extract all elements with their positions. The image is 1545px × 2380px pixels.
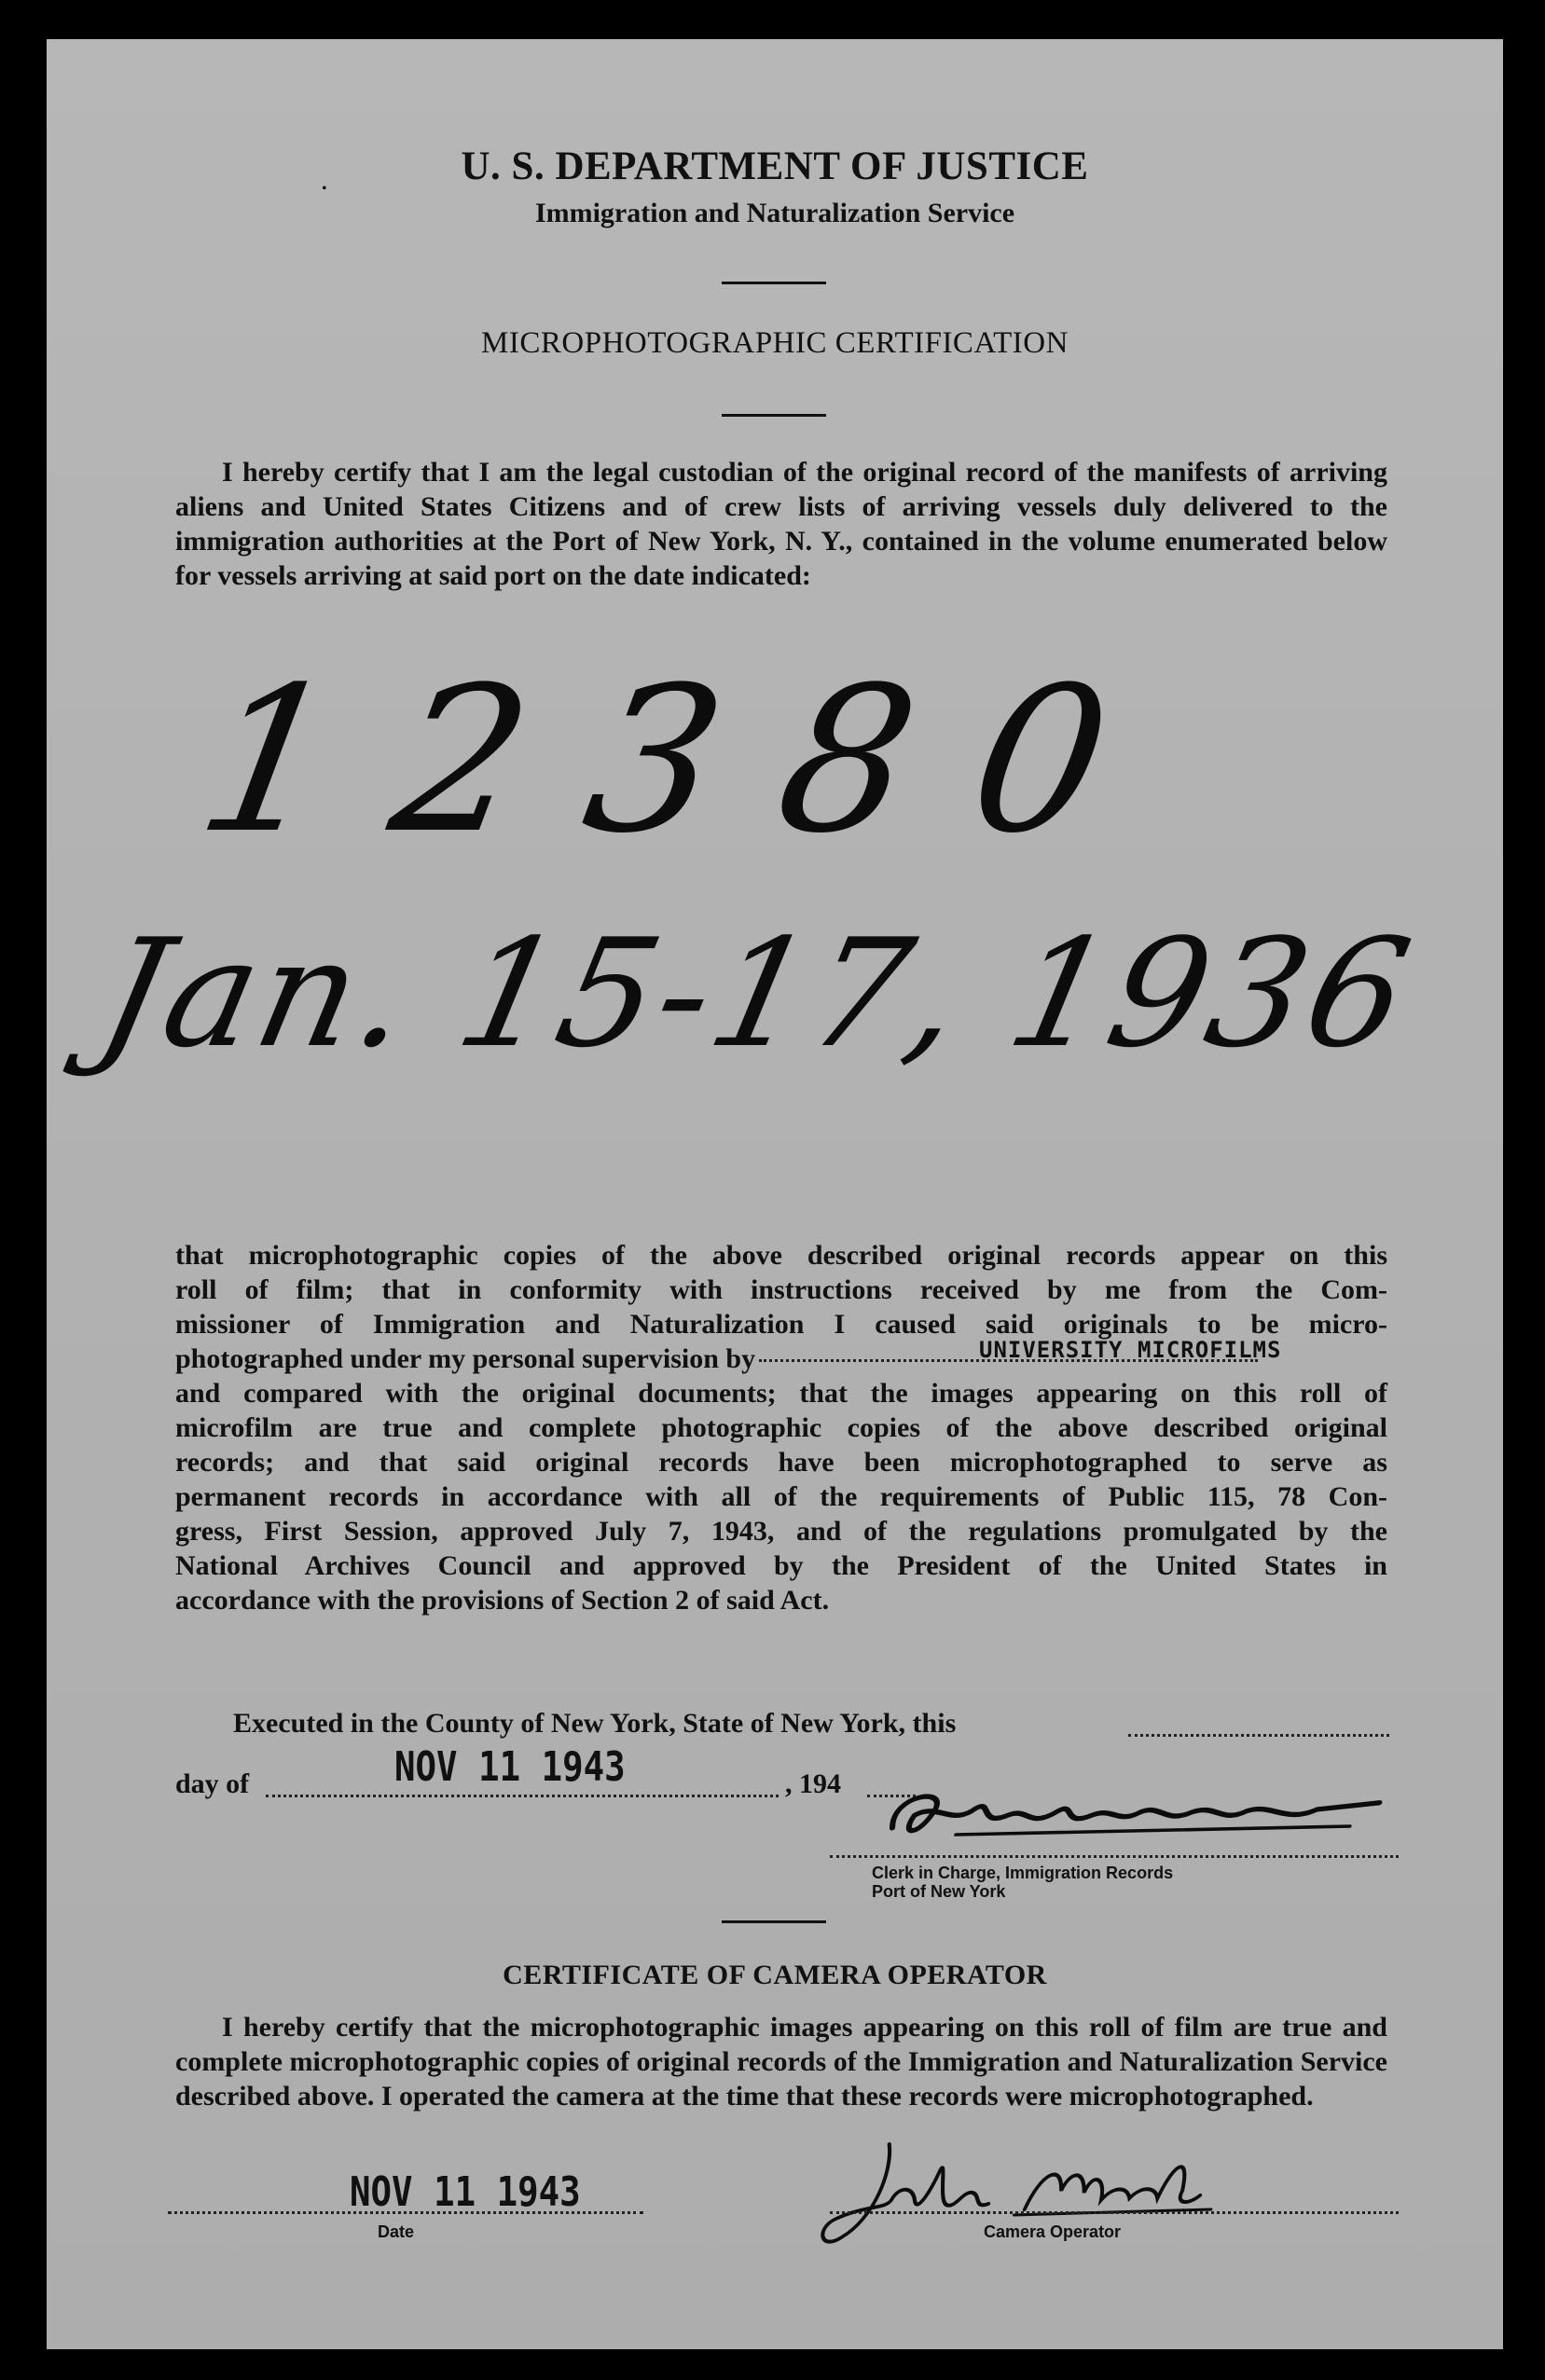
camera-certificate-text: I hereby certify that the microphotographic images appearing on this roll of film are true and complete microphotographic copies of original records of the Immigration and Naturalization Service described above. I operated the camera at the time that these records were microphotographed. (175, 2012, 1387, 2112)
executed-statement: Executed in the County of New York, State of New York, this (233, 1708, 957, 1739)
operator-signature-line (830, 2211, 1399, 2214)
year-suffix: , 194 (785, 1768, 841, 1799)
certification-title: MICROPHOTOGRAPHIC CERTIFICATION (481, 326, 1069, 360)
operator-signature (806, 2135, 1302, 2274)
clerk-title (872, 1864, 1173, 1901)
body-line: that microphotographic copies of the above described original records appear on this (175, 1240, 1387, 1271)
body-line: accordance with the provisions of Section 2 of said Act. (175, 1585, 830, 1616)
divider-camera-section (722, 1920, 826, 1923)
body-line: permanent records in accordance with all of the requirements of Public 115, 78 Con- (175, 1481, 1387, 1512)
handwritten-volume-number: 12380 (184, 643, 1191, 877)
clerk-title-line: Clerk in Charge, Immigration Records (872, 1864, 1174, 1882)
body-line: National Archives Council and approved by the President of the United States in (175, 1550, 1387, 1581)
clerk-port-line: Port of New York (872, 1882, 1006, 1901)
handwritten-volume-dates: Jan. 15-17, 1936 (86, 906, 1428, 1080)
day-blank-line (266, 1795, 779, 1797)
operator-label: Camera Operator (984, 2222, 1122, 2241)
body-line: and compared with the original documents; that the images appearing on this roll of (175, 1378, 1387, 1409)
camera-certificate-title: CERTIFICATE OF CAMERA OPERATOR (503, 1960, 1047, 1990)
body-line: missioner of Immigration and Naturalization I caused said originals to be micro- (175, 1309, 1387, 1340)
certification-intro: I hereby certify that I am the legal custodian of the original record of the manifests of arriving aliens and United States Citizens and of crew lists of arriving vessels duly delivered to the immigration authorities at the Port of New York, N. Y., contained in the volume enumerated below for vessels arriving at said port on the date indicated: (175, 457, 1387, 591)
date-stamp-camera: NOV 11 1943 (350, 2168, 581, 2216)
certification-body (175, 1238, 1387, 1617)
body-line: roll of film; that in conformity with instructions received by me from the Com- (175, 1274, 1387, 1305)
service-subtitle: Immigration and Naturalization Service (534, 198, 1015, 228)
date-line (168, 2211, 643, 2214)
supervisor-stamp: UNIVERSITY MICROFILMS (979, 1337, 1282, 1363)
clerk-signature (856, 1778, 1400, 1858)
department-title: U. S. DEPARTMENT OF JUSTICE (461, 144, 1089, 188)
body-line: microfilm are true and complete photographic copies of the above described original (175, 1412, 1387, 1443)
divider-under-title (722, 414, 826, 417)
divider-top (722, 282, 826, 284)
document-page (47, 39, 1503, 2349)
speck-mark: • (322, 181, 327, 197)
body-line: records; and that said original records have been microphotographed to serve as (175, 1447, 1387, 1478)
executed-blank-line (1128, 1734, 1389, 1737)
body-line: photographed under my personal supervision by (175, 1341, 1387, 1376)
body-line: gress, First Session, approved July 7, 1943, and of the regulations promulgated by the (175, 1516, 1387, 1547)
date-stamp-certification: NOV 11 1943 (394, 1743, 626, 1791)
day-of-label: day of (175, 1768, 250, 1799)
clerk-signature-graphic (860, 1778, 1400, 1845)
date-label: Date (378, 2222, 415, 2241)
clerk-signature-line (830, 1855, 1399, 1858)
